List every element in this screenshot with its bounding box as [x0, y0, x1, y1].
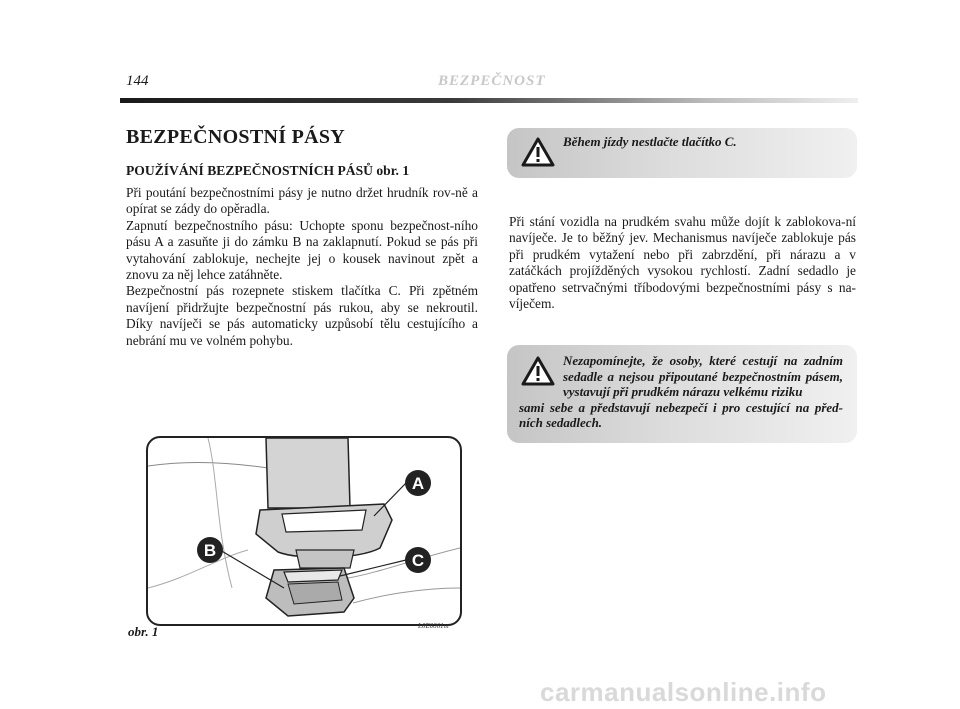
left-column — [126, 126, 478, 349]
figure-caption: obr. 1 — [128, 624, 159, 639]
label-c: C — [411, 551, 425, 570]
warning-text-rest: sami sebe a představují nebezpečí i pro cestující na před-ních sedadlech. — [519, 399, 843, 431]
header-rule — [120, 98, 858, 103]
seatbelt-illustration — [148, 438, 460, 624]
body-text — [126, 185, 478, 349]
warning-box — [507, 345, 857, 443]
seatbelt-figure — [146, 436, 462, 626]
paragraph: Bezpečnostní pás rozepnete stiskem tlačítka C. Při zpětném navíjení přidržujte bezpečnostní pás rukou, aby se nekroutil. Díky navíječi se pás automaticky uzpůsobí tělu cestujícího a nebrání mu ve volném pohybu. — [126, 283, 478, 348]
label-b: B — [203, 541, 217, 560]
paragraph: Při stání vozidla na prudkém svahu může dojít k zablokova-ní navíječe. Je to běžný jev. Mechanismus navíječe zablokuje pás při prudkém vytažení nebo při zabrzdění, při nárazu a v zatáčkách projížděných vysokou rychlostí. Zadní sedadlo je opatřeno setrvačnými tříbodovými bezpečnostními pásy s na-víječem. — [509, 214, 856, 312]
sub-title: POUŽÍVÁNÍ BEZPEČNOSTNÍCH PÁSŮ obr. 1 — [126, 163, 410, 178]
warning-triangle-icon — [521, 137, 555, 167]
belt-strap — [266, 438, 350, 508]
watermark: carmanualsonline.info — [540, 677, 827, 707]
release-button — [284, 570, 342, 582]
right-column-text — [509, 214, 856, 312]
warning-text-lead: Nezapomínejte, že osoby, které cestují na zadním sedadle a nejsou připoutané bezpečnostním pásem, vystavují při prudkém nárazu velkému riziku — [563, 353, 843, 400]
paragraph: Zapnutí bezpečnostního pásu: Uchopte sponu bezpečnost-ního pásu A a zasuňte ji do zámku B na zaklapnutí. Pokud se pás při vytahování zablokuje, nechejte jej o kousek navinout zpět a znovu za něj lehce zatáhněte. — [126, 217, 478, 283]
warning-text: Během jízdy nestlačte tlačítko C. — [563, 134, 737, 149]
page-number: 144 — [126, 73, 149, 89]
section-header: BEZPEČNOST — [438, 73, 546, 89]
main-title: BEZPEČNOSTNÍ PÁSY — [126, 126, 346, 148]
figure-code: L0E0061m — [418, 622, 449, 630]
warning-box — [507, 128, 857, 178]
label-a: A — [411, 474, 425, 493]
paragraph: Při poutání bezpečnostními pásy je nutno držet hrudník rov-ně a opírat se zády do opěradla. — [126, 185, 478, 217]
warning-text — [519, 353, 843, 431]
